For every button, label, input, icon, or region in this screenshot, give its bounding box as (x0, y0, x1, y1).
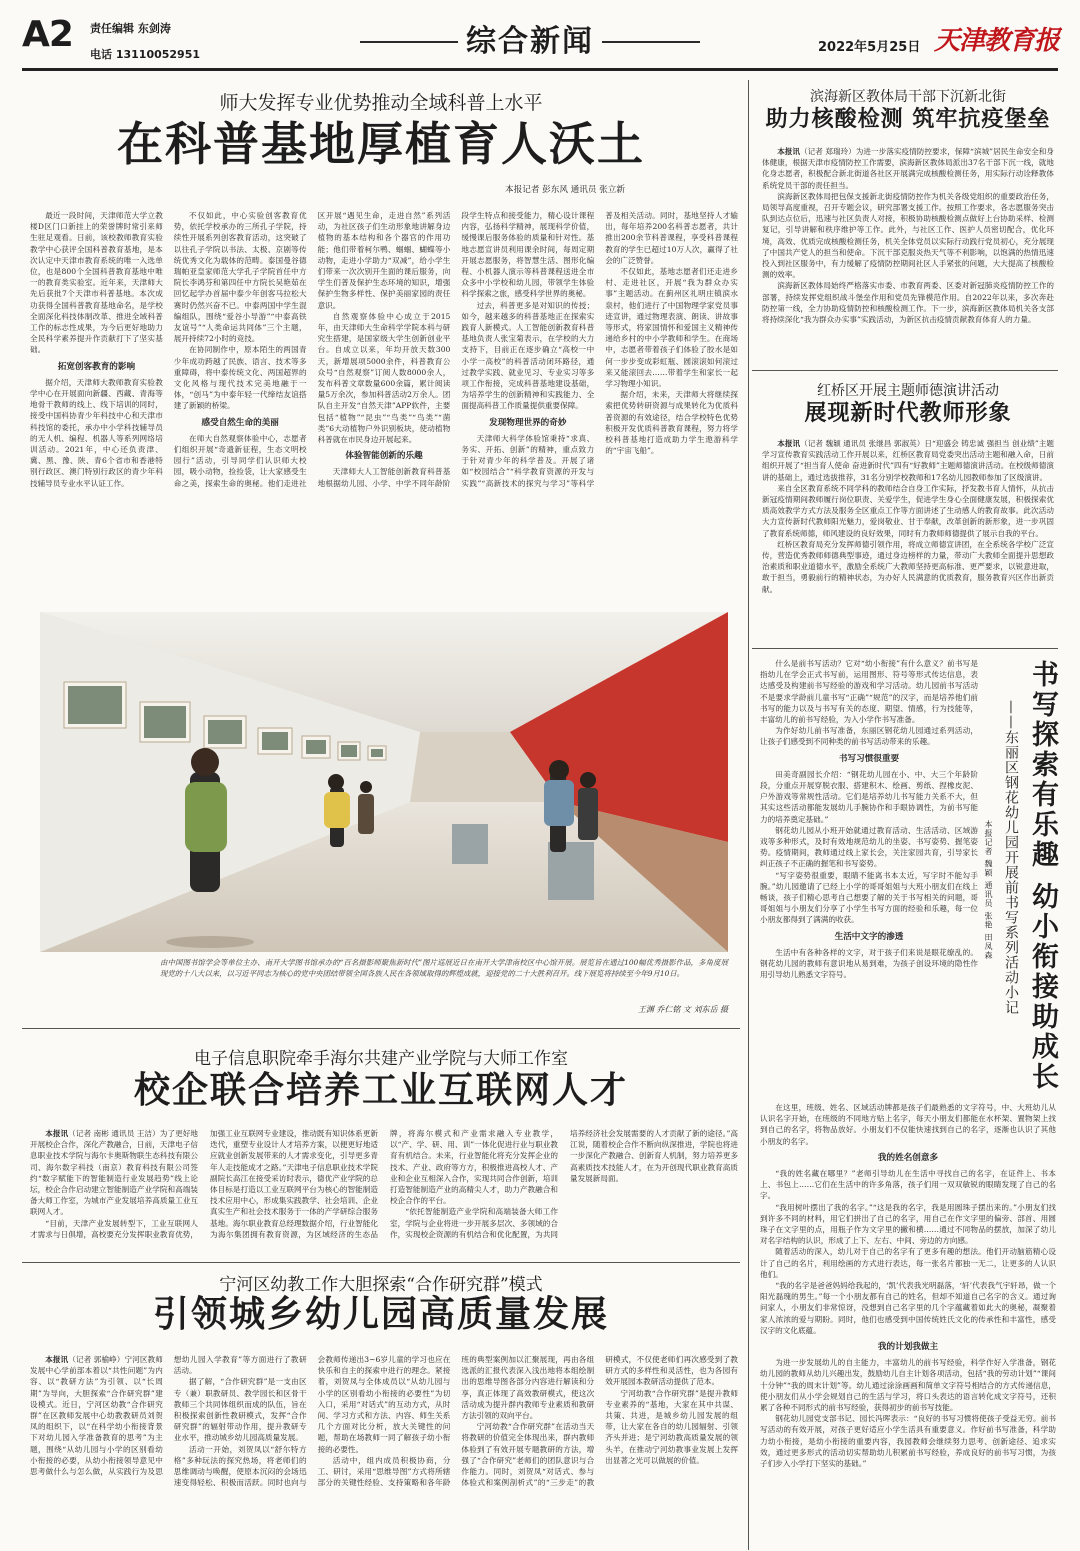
paragraph: 自然观察体验中心成立于2015年，由天津师大生命科学学院本科与研究生搭建，是国家级大学生创新创业平台。自成立以来，年均开放天数300天，新增展项5000余件，科普教育公众号“自然观察”订阅人数8000余人，发布科普文章数量600余篇，累计阅读量5万余次，参加科普活动2万余人。团队自主开发“自然天津”APP软件，主要包括“植物”“昆虫”“鸟类”“鸟类”“菌类”6大动植物户外识别板块，使动植物科普就在市民身边开展起来。 (317, 311, 451, 445)
paragraph: 过去，科普更多是对知识的传授；如今，越来越多的科普基地正在探索实践育人新模式。人工智能创新教育科普基地负责人张宝菊表示，在学校的大力支持下，目前正在逐步确立“高校一中小学一高校”的科普活动闭环路径，通过教学实践、就业见习、专业实习等多项工作衔接，完成科普基地建设基础，为培养学生的创新精神和实践能力、全面提高科普工作质量提供重要保障。 (461, 300, 595, 411)
paragraph: 天津师大人工智能创新教育科普基地根据幼儿园、小学、中学不同年龄阶段学生特点和接受能力，精心设计课程内容，弘扬科学精神，展现科学价值，缓慢课后服务体验的质量和针对性。基地志愿宣讲员利用课余时间，每周定期开展志愿服务，将智慧生活、图形化编程、小机器人演示等科普课程送进全市众多中小学校和幼儿园，带领学生体验科学探索之旅，感受科学世界的奥秘。 (317, 211, 595, 488)
paragraph: 不仅如此，基地志愿者们还走进乡村、走进社区，开展“我为群众办实事”主题活动。在蓟州区礼明庄镇滨水泉村，他们进行了中国物理学家党员事迹宣讲，通过物理表演、朗读、讲故事等形式，将家国情怀和爱国主义精神传递给乡村的中小学教师和学生。在商场中，志愿者带着孩子们体验了胶水是如何一步步变成彩虹瓶、圆滚滚如何滚过来又能滚回去……带着学生和家长一起学习物理小知识。 (605, 267, 738, 389)
subhead: 发现物理世界的奇妙 (489, 417, 567, 428)
editor-line: 责任编辑 东剑涛 (90, 22, 171, 35)
lower1-article-body (30, 1128, 738, 1252)
lower1-headline: 校企联合培养工业互联网人才 (133, 1069, 628, 1111)
paragraph: 什么是前书写活动？它对“幼小衔接”有什么意义？前书写是指幼儿在学会正式书写前，运用图形、符号等形式传达信息，表达感受及构建前书写经验的游戏和学习活动。幼儿园前书写活动不是要求学龄前儿童书写“正确”“规范”的汉字，而是培养他们前书写的能力以及与书写有关的态度、期望、情感，行为技能等，丰富幼儿的前书写经验，为入小学作书写准备。 (760, 659, 978, 725)
lower1-kicker: 电子信息职院牵手海尔共建产业学院与大师工作室 (194, 1049, 568, 1069)
paragraph: 红桥区教育局充分发挥师德引领作用，将成立师德宣讲团，在全系统各学校广泛宣传，营造优秀教师师德典型事迹，通过身边榜样的力量，带动广大教师全面提升思想政治素质和职业道德水平，激励全系统广大教师坚持更高标准、更严要求，以锐意进取，敢于担当，勇毅前行的精神状态，为办好人民满意的优质教育，服务教育兴区作出新贡献。 (762, 539, 1054, 594)
paragraph: 在这里，班级、姓名、区域活动牌都是孩子们最熟悉的文字符号，中、大班幼儿从认识名字开始，在班级的不同地方贴上名字，每天小朋友们都能在水杯架、置物架上找到自己的名字，将物品放好。小朋友们不仅能快速找到自己的名字，逐渐也认识了其他小朋友的名字。 (760, 1103, 1056, 1146)
paragraph: 据介绍，未来，天津师大将继续探索把优势转研资源与成果转化为优质科普资源的有效途径，结合学校特色优势积极开发优质科普教育课程，努力将学校科普基地打造成助力学生遨游科学的“宇宙飞船”。 (605, 390, 738, 456)
subhead: 生活中文字的渗透 (834, 931, 904, 942)
paragraph: 滨海新区教体局始终严格落实市委、市教育两委、区委对新冠肺炎疫情防控工作的部署，持续发挥党组织战斗堡垒作用和党员先锋模范作用。自2022年以来，多次奔赴防控第一线，全力协助疫情防控和核酸检测工作。下一步，滨海新区教体局机关各支部将持续深化“我为群众办实事”实践活动，为新区抗击疫情贡献教育体育人的力量。 (762, 281, 1054, 325)
paragraph: 为进一步发展幼儿的自主能力，丰富幼儿的前书写经验，科学作好入学准备，钢花幼儿园的教师从幼儿兴趣出发，鼓励幼儿自主计划各项活动，包括“我的劳动计划”“课间十分钟”“我的周末计划”等。幼儿通过涂涂画画和简单文字符号相结合的方式传递信息，使小朋友们从小学会规划自己的生活与学习，将口头表达的语言转化成文字符号，还积累了各种不同形式的前书写经验，获得初步的前书写技能。 (760, 1358, 1056, 1413)
publication-date: 2022年5月25日 (818, 40, 921, 55)
paragraph: 宁河幼教“合作研究群”是提升教师专业素养的“基地，大家在其中共谋、共策、共进，是城乡幼儿园发展的组带，让大家在各自的幼儿园辐射、引领齐头并进；是宁河幼教高质量发展的领头羊，在推动宁河幼教事业发展上发挥出显著之光可以做展的价值。 (605, 1388, 738, 1465)
main-byline: 本报记者 彭东风 通讯员 张立新 (505, 185, 625, 195)
feature-subtitle: ——东丽区钢花幼儿园开展前书写系列活动小记 (1003, 700, 1019, 1015)
paragraph: “我用树叶摆出了我的名字。”“这是我的名字，我是用圆珠子摆出来的。”小朋友们找到许多不同的材料，用它们拼出了自己的名字，用自己在作文字里的偏旁、部首、用圆珠子在文字里的点，用瓶子作为文字里的撇和横……通过不同物品的摆放，加深了幼儿对名字结构的认识，形成了上下、左右、中间、旁边的方向感。 (760, 1202, 1056, 1246)
page-number: A2 (22, 14, 73, 55)
right1-article-body (762, 146, 1054, 360)
subhead: 体验智能创新的乐趣 (345, 451, 423, 462)
lower2-headline: 引领城乡幼儿园高质量发展 (152, 1293, 609, 1335)
phone-line: 电话 13110052951 (90, 48, 201, 61)
masthead-logo: 天津教育报 (934, 26, 1060, 56)
feature-body-lower (760, 1102, 1056, 1544)
subhead: 感受自然生命的美丽 (201, 417, 279, 428)
right2-article-body (762, 438, 1054, 638)
subhead: 我的姓名创意多 (877, 1152, 939, 1163)
paragraph: 在师大自然观察体验中心，志愿者们组织开展“奇遗新征程，生态文明校园行”活动，引导同学们认识师大校园，吸小动物，捡捡袋，让大家感受生命之美，探索生命的奥秘。他们走进社区开展“遇见生命，走进自然”系列活动，为社区孩子们生动形象地讲解身边植物的基本结构和各个器官的作用功能；他们带着柯尔鸭、蝈蝈、蝴蝶等小动物，走进小学助力“双减”，给小学生们带来一次次别开生面的课后服务，向学生们普及保护生态环境的知识，增强保护生物多样性、保护美丽家园的责任意识。 (173, 211, 451, 488)
paragraph: 来自全区教育系统不同学科的教师结合自身工作实际，抒发教书育人情怀，从抗击新冠疫情期间教师履行岗位职责、关爱学生，促进学生身心全面健康发展，积极探索优质高效教学方式方法及服务全区重点工作等方面讲述了生动感人的教育故事。此次活动大力宣传新时代教师阳光魅力，爱岗敬业、甘于奉献，改革创新的新形象，进一步巩固了教育系统师德，师风建设的良好效果，同时有力教师师德提供了展示自我的平台。 (762, 483, 1054, 538)
paragraph: 本报讯（记者 郭榆峥）宁河区教师发展中心学前部本着以“共性问题”为内容、以“教研方法”为引领、以“长周期”为导向，大胆探索“合作研究群”建设模式。近日，宁河区幼教“合作研究群”在区教师发展中心幼教教研员刘贺凤的组织下，以“在科学幼小衔接背景下对幼儿园入学准备教育的思考”为主题，围绕“从幼儿园与小学的区别看幼小衔接的必要，从幼小衔接领导意见中思考做什么与怎么做，从实践行为及思想幼儿园入学教育”等方面进行了教研活动。 (30, 1355, 307, 1477)
section-banner (360, 24, 700, 60)
paragraph: 不仅如此，中心实验创客教育优势，依托学校承办的三所孔子学院，持续性开展系列创客教育活动，这突破了以往孔子学院以书法、太极、京剧等传统优秀文化为载体的范畴。泰国曼谷德瑞帕亚皇家师范大学孔子学院首任中方院长李鸿芬和第四任中方院长吴艳茹在回忆起学办首届中泰少年创客马拉松大赛时仍然兴奋不已。中泰两国中学生混编组队，围绕“爱谷小导游”“中泰高铁友谊号”“人类命运共同体”三个主题，展开持续72小时的竞技。 (173, 211, 307, 344)
paragraph: “目前，天津产业发展转型下，工业互联网人才需求与日俱增，高校要充分发挥职业教育优势，加强工业互联网专业建设，推动既有知识体系更新迭代，重塑专业设计人才培养方案，以便更好地适应就业创新发展带来的人才需求变化，引导更多青年人走技能成才之路。”天津电子信息职业技术学院副院长高江在接受采访时表示，德优产业学院的总体目标是打造以工业互联网平台为核心的智能制造技术应用中心，形成集实践教学、社会培训、企业真实生产和社会技术服务于一体的产学研综合服务基地。海尔职业教育总经理数据介绍，行业智能化为海尔集团拥有教育资源，为区域经济的生态品牌，将海尔模式和产业需求融入专业教学，以“产、学、研、用、训”一体化促进行业与职业教育有机结合。未来，行业智能化将充分发挥企业的技术、产业、政府等方方，积极推进高校人才、产业和企业互相深入合作，实现共同合作创新，培训打造智能制造产业的高精尖人才，助力产教融合和校企合作的平台。 (30, 1129, 558, 1239)
paragraph: 田美奇副园长介绍：“钢花幼儿园在小、中、大三个年龄阶段，分重点开展穿脱衣服、搭建积木、绘画、剪纸、捏橡皮泥、户外游戏等常规性活动。它们是培养幼儿书写能力关系不大，但其实这些活动都能发展幼儿手腕协作和手眼协调性，为前书写能力的培养奠定基础。” (760, 769, 978, 824)
feature-headline: 书写探索有乐趣 幼小衔接助成长 (1027, 660, 1058, 1093)
paragraph: 本报讯（记者 郑瑞玲）为进一步落实疫情防控要求，保障“滨城”居民生命安全和身体健康，根据天津市疫情防控工作需要，滨海新区教体局派出37名干部下沉一线，就地化身志愿者，积极配合新北街道各社区开展满完成核酸检测任务，用实际行动诠释教体系统党员干部的责任担当。 (762, 147, 1054, 190)
paragraph: “写字姿势很重要，眼睛不能离书本太近，写字时不能勾手腕。”幼儿园邀请了已经上小学的哥哥姐姐与大班小朋友们在线上畅谈，孩子们精心思考自己想要了解的关于书写相关的问题，哥哥姐姐与小朋友们分享了小学生书写方面的经验和乐趣，每一位小朋友都得到了满满的收获。 (760, 870, 978, 925)
paragraph: 在协同制作中，原本陌生的两国青少年成功跨越了民族、语言、技术等多重障碍，将中泰传统文化、两国超界的文化风格与现代技术完美地融于一体，“创马”为中泰年轻一代缔结友谊搭建了新颖的桥梁。 (173, 345, 307, 411)
feature-byline: 本报记者 魏颖 通讯员 张艳 田凤森 (984, 820, 993, 961)
header-rule (22, 68, 1058, 71)
right1-kicker: 滨海新区教体局干部下沉新北街 (810, 89, 1006, 105)
paragraph: 滨海新区教体局把包保支援新北街疫情防控作为机关各级党组织的重要政治任务，局领导高度重视，召开专题会议，研究部署支援工作。按照工作要求，各志愿服务突击队到达点位后，迅速与社区负责人对接，积极协助核酸检测点做好上台协助采样、检测复记，引导讲解和秩序维护等工作。此外，与社区工作、医护人员密切配合，优化环境，高效、优质完成核酸检测任务，机关全体党员以实际行动践行党员初心，充分展现了中国共产党人的担当和使命。下沉干部克服炎热天气等不利影响，以饱满的热情迅速投入到社区服务中，有力缓解了疫情防控期间社区人手紧张的问题，大大提高了核酸检测的效率。 (762, 191, 1054, 280)
paragraph: 活动一开始，刘贺凤以“舒尔特方格”多种玩法的探究热场，将老师们的思维调动与唤醒，使原本沉闷的会场迅速变得轻松、积极而活跃。同时也向与会教师传递出3~6岁儿童的学习也应在快乐和自主的探索中进行的理念。紧接着，刘贺凤与全体成员以“从幼儿园与小学的区别看幼小衔接的必要性”为切入口，采用“对话式”的互动方式，从时间、学习方式和方法、内容、师生关系几个方面对比分析，放大关键性的问题，帮助在场教师一同了解孩子幼小衔接的必要性。 (173, 1355, 451, 1488)
paragraph: 最近一段时间，天津师范大学立教楼D区门口新挂上的荣誉牌时常引来师生驻足观看。日前，该校教师教育实验教学中心获评全国科普教育基地，是本次认定中天津市教育系统的唯一入选单位，也是800个全国科普教育基地中唯一的教育类实验室。近年来，天津师大先后获批7个天津市科普基地。本次成功获得全国科普教育基地命名，是学校全面深化科技体制改革、推进全域科普工作的标志性成果，为今后更好地助力全民科学素养提升作贡献打下了坚实基础。 (30, 211, 163, 355)
section-divider (22, 1262, 740, 1263)
paragraph: 据介绍，天津师大教师教育实验教学中心在开展面向新疆、西藏、青海等地骨干教师的线上、线下培训的同时，接受中国科协青少年科技中心和天津市科技馆的委托，承办中小学科技辅导员的无人机、编程、机器人等系列网络培训活动。2021年，中心还负责津、冀、黑、豫、陕、青6个省市和香港特别行政区、澳门特别行政区的青少年科技辅导员专业水平认证工作。 (30, 377, 163, 488)
right2-headline: 展现新时代教师形象 (804, 400, 1012, 426)
lower2-article-body (30, 1354, 738, 1544)
lower2-kicker: 宁河区幼教工作大胆探索“合作研究群”模式 (219, 1275, 543, 1295)
paragraph: “我的名字是爸爸妈妈给我起的，‘凯’代表我光明磊落，‘轩’代表我气宇轩昂，做一个阳光磊瑰的男生。”每一个小朋友都有自己的姓名，但却不知道自己名字的含义。通过询问家人，小朋友们非常惊讶，没想到自己名字里的几个字蕴藏着如此大的奥秘，凝聚着家人浓浓的爱与期盼。同时，他们也感受到中国传统姓氏文化的传承性和丰富性，感受汉字的文化底蕴。 (760, 1281, 1056, 1335)
main-article-body (30, 210, 738, 594)
paragraph: 据了解，“合作研究群”是一支由区专（兼）职教研员、教学园长和区骨干教师三个共同体组织而成的队伍，旨在积极探索创新性教研模式，发挥“合作研究群”的辐射带动作用，提升教研专业水平，推动城乡幼儿园高质量发展。 (173, 1377, 307, 1443)
paragraph: 随着活动的深入，幼儿对于自己的名字有了更多有趣的想法。他们开动脑筋精心设计了自己的名片，利用绘画的方式进行表达，每一张名片都独一无二，让更多的人认识他们。 (760, 1247, 1056, 1279)
paragraph: 活动中，组内成员积极协商，分工、研讨，采用“思维导图”方式将所辖部分的关键性经验、支持策略和各年龄班的典型案例加以汇聚展现，再由各组选派的汇报代表深入浅出地将本组绘制出的思维导图各部分内容进行解读和分享，真正体现了高效教研模式，使这次活动成为提升群内教师专业素质和教研方法引领的双向平台。 (317, 1355, 595, 1488)
paragraph: 生活中有各种各样的文字，对于孩子们来说是眼花缭乱的。钢花幼儿园的教师有意识地从易到难，为孩子创设环境的隐性作用引导幼儿熟悉文字符号。 (760, 947, 978, 980)
gallery-illustration (40, 612, 728, 952)
main-kicker: 师大发挥专业优势推动全域科普上水平 (219, 92, 543, 114)
exhibition-photo (40, 612, 728, 952)
paragraph: “我的姓名藏在哪里？”老师引导幼儿在生活中寻找自己的名字，在证件上、书本上、书包上……它们在生活中的许多角落，孩子们用一双双敏锐的眼睛发现了自己的名字。 (760, 1169, 1056, 1201)
photo-credit: 王渊 乔仁铭 文 刘东岳 摄 (637, 1005, 728, 1014)
paragraph: “依托智能制造产业学院和高端装备大师工作室，学院与企业将进一步开展多层次、多领域的合作，实现校企资源的有机结合和优化配置，为共同培养经济社会发展需要的人才贡献了新的途径。”高江说，随着校企合作不断向纵深推进，学院也将进一步深化产教融合、创新育人机制，努力培养更多高素质技术技能人才，在为开创现代职业教育高质量发展新局面。 (390, 1129, 738, 1239)
section-divider (22, 1028, 740, 1029)
subhead: 我的计划我做主 (877, 1342, 939, 1353)
column-divider (748, 80, 749, 1550)
paragraph: 为作好幼儿前书写准备，东丽区钢花幼儿园通过系列活动，让孩子们感受到不同种类的前书写活动带来的乐趣。 (760, 726, 978, 747)
right2-kicker: 红桥区开展主题师德演讲活动 (817, 383, 999, 399)
subhead: 书写习惯很重要 (838, 753, 900, 764)
paragraph: 天津师大科学体验馆秉持“求真、务实、开拓、创新”的精神，重点致力于针对青少年的科学普及。开展了诸如“校园结合”“科学教育资源的开发与实践”“高新技术的探究与学习”等科学普及相关活动。同时，基地坚持人才输出，每年培养200名科普志愿者，共计推出200余节科普课程，享受科普课程教育的学生已超过10万人次，赢得了社会的广泛赞誉。 (461, 211, 738, 488)
section-title: 综合新闻 (458, 24, 602, 60)
paragraph: 本报讯（记者 南彬 通讯员 王洁）为了更好地开展校企合作，深化产教融合，日前，天津电子信息职业技术学院与海尔卡奥斯物联生态科技有限公司、海尔数字科技（南京）教育科技有限公司签约“数字赋能下的智能制造行业发展趋势”线上论坛，校企合作启动建立智能制造产业学院和高端装备大师工作室，为城市产业发展培养高质量工业互联网人才。 (30, 1129, 198, 1217)
photo-caption: 由中国图书馆学会等单位主办、南开大学图书馆承办的“百名摄影师聚焦新时代”图片巡展近日在南开大学津南校区中心馆开展。展览旨在通过100幅优秀摄影作品，多角度展现党的十八大以来，以习近平同志为核心的党中央团结带领全国各族人民在各领域取得的辉煌成就，迎接党的二十大胜利召开。线下展览将持续至今年9月10日。 (160, 958, 728, 978)
section-divider (752, 648, 1058, 649)
subhead: 拓宽创客教育的影响 (57, 361, 136, 372)
paragraph: 本报讯（记者 魏颖 通讯员 张继昌 郭淑英）日“迎盛会 铸忠诚 强担当 创业绩”主题学习宣传教育实践活动工作开展以来，红桥区教育局党委突出活动主题和融入命，日前组织开展了“担当育人使命 奋进新时代”四有“好教师”主题师德演讲活动。在校级师德演讲的基础上，通过选拔推荐，31名分别学校教师和17名幼儿园教师参加了区级演讲。 (762, 439, 1054, 482)
paragraph: 钢花幼儿园党支部书记、园长冯晖表示：“良好的书写习惯将使孩子受益无穷。前书写活动的有效开展，对孩子更好适应小学生活具有重要意义。作好前书写准备，科学助力幼小衔接，是幼小衔接的重要内容，我园教师会继续努力思考、创新途径、追求实效，通过更多形式的活动切实帮助幼儿积累前书写经验，养成良好的前书写习惯，为孩子们步入小学打下坚实的基础。” (760, 1414, 1056, 1469)
paragraph: 宁河幼教“合作研究群”在活动当天将教研的价值完全体现出来，群内教师体验到了有效开展专题教研的方法，增强了“合作研究”老师们的团队意识与合作能力。同时，刘贺凤“对话式、参与体验式和案例剖析式”的“三步走”的教研模式，不仅使老师们再次感受到了教研方式的多样性和灵活性，也为各园有效开展园本教研活动提供了范本。 (461, 1355, 738, 1488)
paragraph: 钢花幼儿园从小班开始就通过教育活动、生活活动、区域游戏等多种形式，及时有效地规范幼儿的坐姿、书写姿势、握笔姿势。疫情期间，教师通过线上家长会，关注家园共育，引导家长纠正孩子不正确的握笔和书写姿势。 (760, 825, 978, 869)
right1-headline: 助力核酸检测 筑牢抗疫堡垒 (765, 106, 1051, 132)
section-divider (752, 370, 1058, 371)
page-header (0, 0, 1080, 72)
feature-body-upper (760, 658, 978, 1098)
main-headline: 在科普基地厚植育人沃土 (117, 117, 645, 171)
